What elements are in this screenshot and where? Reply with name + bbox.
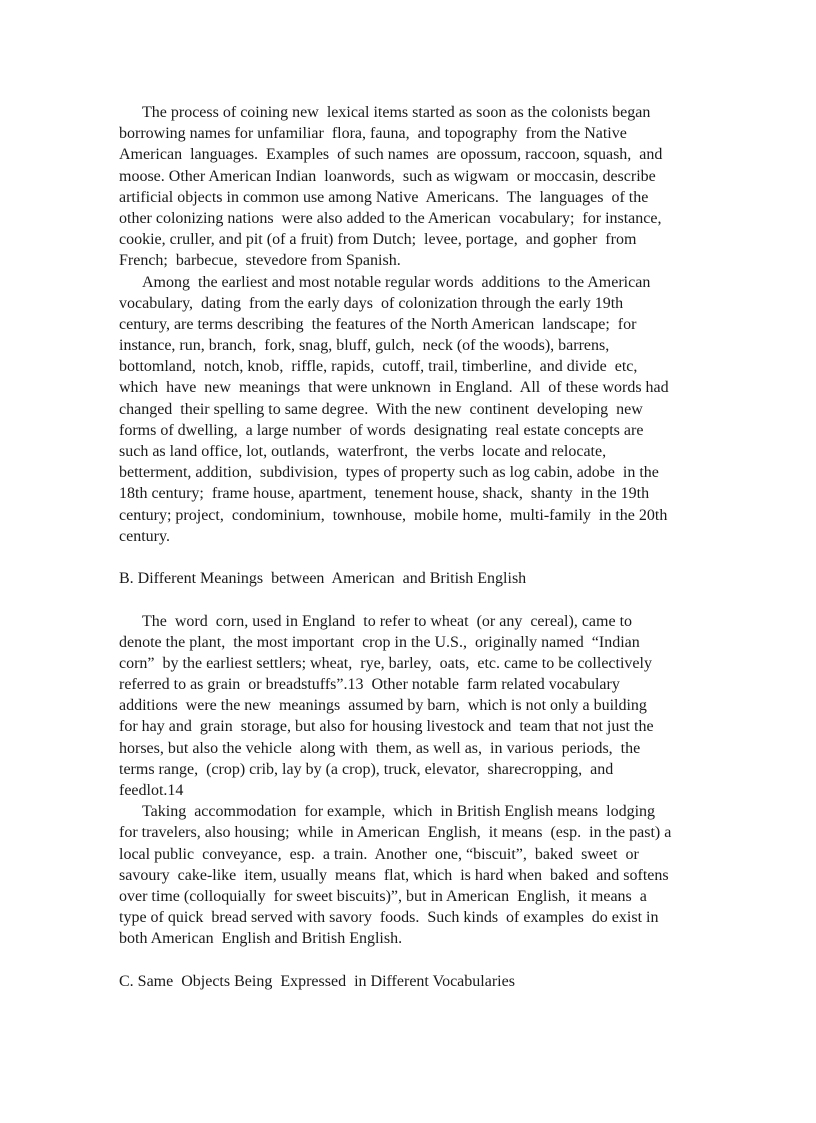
text-line: French; barbecue, stevedore from Spanish. [119, 252, 401, 270]
text-line: bottomland, notch, knob, riffle, rapids, cutoff, trail, timberline, and divide etc, [119, 358, 638, 376]
text-line: Among the earliest and most notable regular words additions to the American [142, 273, 651, 291]
text-line: referred to as grain or breadstuffs”.13 Other notable farm related vocabulary [119, 676, 620, 694]
paragraph-accommodation-biscuit [119, 801, 719, 949]
text-line: instance, run, branch, fork, snag, bluff, gulch, neck (of the woods), barrens, [119, 337, 610, 355]
text-line: The word corn, used in England to refer to wheat (or any cereal), came to [142, 612, 633, 630]
section-heading-b: B. Different Meanings between American and British English [119, 570, 527, 588]
text-line: terms range, (crop) crib, lay by (a crop), truck, elevator, sharecropping, and [119, 760, 614, 778]
text-line: local public conveyance, esp. a train. Another one, “biscuit”, baked sweet or [119, 845, 639, 863]
text-line: feedlot.14 [119, 782, 184, 799]
text-line: savoury cake-like item, usually means flat, which is hard when baked and softens [119, 866, 669, 884]
paragraph-corn-barn [119, 611, 719, 802]
text-line: additions were the new meanings assumed by barn, which is not only a building [119, 697, 647, 715]
text-line: 18th century; frame house, apartment, tenement house, shack, shanty in the 19th [119, 485, 650, 503]
text-line: cookie, cruller, and pit (of a fruit) from Dutch; levee, portage, and gopher from [119, 231, 637, 249]
text-line: denote the plant, the most important crop in the U.S., originally named “Indian [119, 633, 640, 651]
text-line: changed their spelling to same degree. With the new continent developing new [119, 400, 643, 418]
text-line: for hay and grain storage, but also for housing livestock and team that not just the [119, 718, 654, 736]
text-line: other colonizing nations were also added to the American vocabulary; for instance, [119, 209, 662, 227]
text-line: over time (colloquially for sweet biscuits)”, but in American English, it means a [119, 887, 647, 905]
text-line: The process of coining new lexical items started as soon as the colonists began [142, 104, 651, 121]
spacer [119, 950, 719, 971]
paragraph-native-american-loanwords [119, 102, 719, 272]
text-line: artificial objects in common use among Native Americans. The languages of the [119, 188, 649, 206]
text-line: American languages. Examples of such names are opossum, raccoon, squash, and [119, 146, 663, 164]
text-line: moose. Other American Indian loanwords, such as wigwam or moccasin, describe [119, 167, 656, 185]
text-line: century. [119, 527, 170, 545]
text-line: century, are terms describing the features of the North American landscape; for [119, 315, 637, 333]
section-heading-c: C. Same Objects Being Expressed in Different Vocabularies [119, 972, 515, 990]
text-line: horses, but also the vehicle along with them, as well as, in various periods, the [119, 739, 641, 757]
text-line: corn” by the earliest settlers; wheat, rye, barley, oats, etc. came to be collectively [119, 654, 652, 672]
text-line: for travelers, also housing; while in American English, it means (esp. in the past) a [119, 824, 672, 842]
text-line: vocabulary, dating from the early days of colonization through the early 19th [119, 294, 624, 312]
text-line: century; project, condominium, townhouse, mobile home, multi-family in the 20th [119, 506, 668, 524]
text-line: which have new meanings that were unknown in England. All of these words had [119, 379, 669, 397]
text-line: such as land office, lot, outlands, waterfront, the verbs locate and relocate, [119, 443, 607, 460]
text-line: type of quick bread served with savory foods. Such kinds of examples do exist in [119, 909, 659, 927]
text-line: borrowing names for unfamiliar flora, fauna, and topography from the Native [119, 125, 627, 143]
text-line: both American English and British English. [119, 930, 403, 948]
spacer [119, 589, 719, 610]
text-line: betterment, addition, subdivision, types of property such as log cabin, adobe in the [119, 464, 659, 482]
paragraph-landscape-terms [119, 272, 719, 547]
text-line: forms of dwelling, a large number of words designating real estate concepts are [119, 421, 644, 439]
spacer [119, 547, 719, 568]
text-line: Taking accommodation for example, which in British English means lodging [142, 803, 656, 821]
document-page [119, 102, 719, 992]
